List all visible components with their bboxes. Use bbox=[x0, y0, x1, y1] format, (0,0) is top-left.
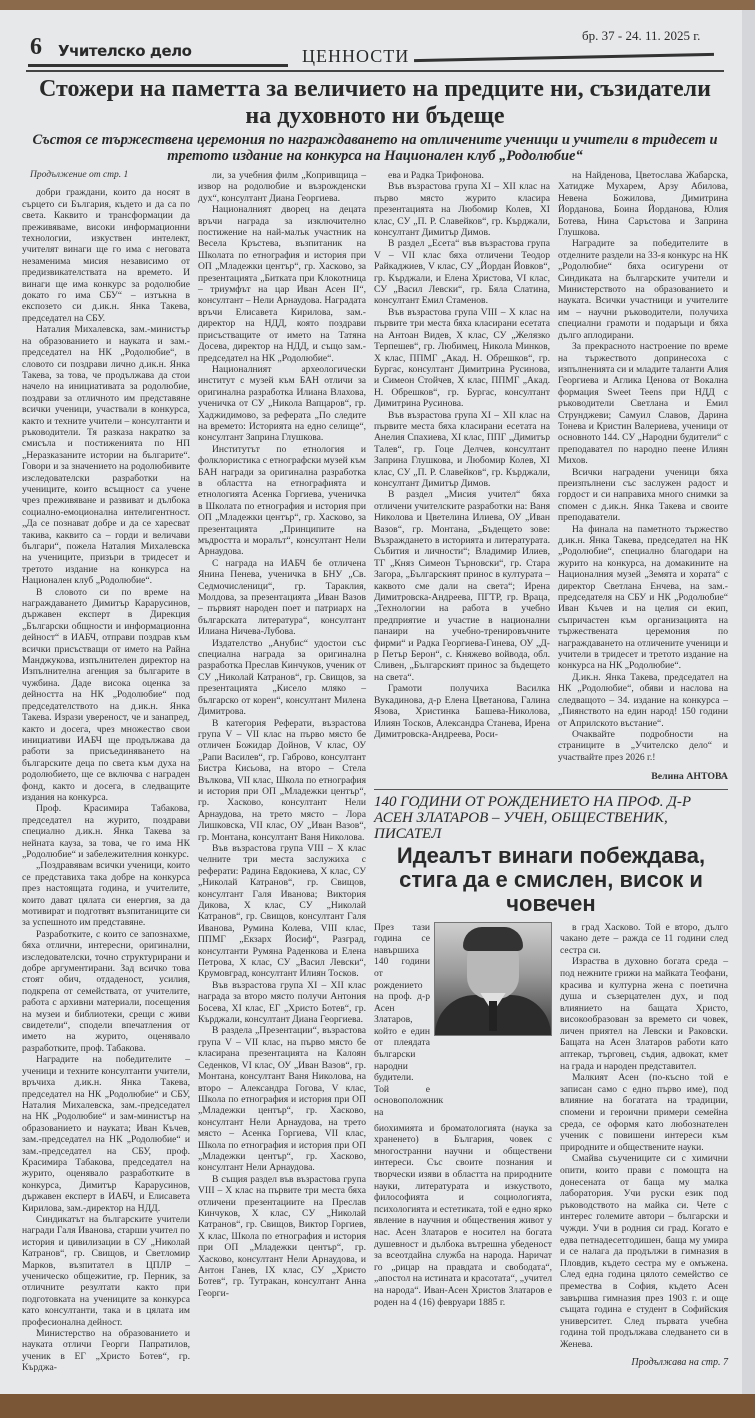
paragraph: на Найденова, Цветослава Жабарска, Хатидже Мухарем, Арзу Абилова, Невена Божилова, Димитрина Йорданова, Боина Йорданова, Юлия Ботева, Нина Саръстова и Заприна Глушкова. bbox=[558, 170, 728, 239]
article-column-1 bbox=[22, 170, 190, 1374]
article2-right-column bbox=[560, 922, 728, 1351]
paragraph: С награда на ИАБЧ бе отличена Янина Пенева, ученичка в БНУ „Св. Седмочисленици“, гр. Тараклия, Молдова, за презентацията „Иван Вазов – първият народен поет и патриарх на българската литература“, консултант Илиана Ничева-Лубова. bbox=[198, 557, 366, 638]
paragraph: Израства в духовно богата среда – под нежните грижи на майката Теофани, красива и културна жена с поетична душа и съзерцателен дух, и под влиянието на бащата Христо, високообразован за времето си човек, личен приятел на Левски и Раковски. Бащата на Асен Златаров работи като аптекар, търговец, съдия, адвокат, кмет на града и народен представител. bbox=[560, 956, 728, 1072]
paragraph: Издателство „Анубис“ удостои със специална награда за оригинална разработка Преслав Кинчуков, ученик от СУ „Николай Катранов“, гр. Свищов, за презентацията „Кисело мляко – българско от корен“, консултант Милена Димитрова. bbox=[198, 637, 366, 718]
paragraph: Грамоти получиха Василка Вукадинова, д-р Елена Цветанова, Галина Язова, Христинка Башева-Николова, Илиян Тосков, Александра Станева, Ирена Димитровска-Андреева, Роси- bbox=[374, 683, 550, 740]
newspaper-page bbox=[0, 10, 755, 1394]
paragraph: В раздела „Презентации“, възрастова група V – VII клас, на първо място бе класирана презентацията на Калоян Седенков, VI клас, ОУ „Иван Вазов“, гр. Монтана, консултант Ваня Николова, на второ – Александра Гогова, V клас, Школа по етнография и история при ОП „Младежки център“, гр. Хасково, консултант Нели Арнаудова, на трето място – Асенка Горгиева, VII клас, Школа по етнография и история при ОП „Младежки център“, гр. Хасково, консултант Нели Арнаудова. bbox=[198, 1025, 366, 1174]
continued-to: Продължава на стр. 7 bbox=[631, 1356, 728, 1368]
paragraph: Националният дворец на децата връчи награда за изключително постижение на най-малък участник на Весела Кръстева, възпитаник на Школата по етнография и история при ОП „Младежки център“, гр. Хасково, за презентацията „Битката при Клокотница – триумфът на цар Иван Асен II“, консултант – Нели Арнаудова. Наградата връчи Елисавета Кирилова, зам.-директор на НДД, която поздрави присъстващите от името на Татяна Досева, директор на НДД, и също зам.-председател на НК „Родолюбие“. bbox=[198, 204, 366, 364]
header-divider bbox=[26, 70, 724, 72]
article-title: Стожери на паметта за величието на предците ни, съзидатели на духовното ни бъдеще bbox=[39, 76, 711, 129]
article2-kicker: 140 ГОДИНИ ОТ РОЖДЕНИЕТО НА ПРОФ. Д-Р АСЕН ЗЛАТАРОВ – УЧЕН, ОБЩЕСТВЕНИК, ПИСАТЕЛ bbox=[374, 793, 692, 842]
paragraph: Наградите на победителите – ученици и техните консултанти учители, връчиха д.ик.н. Янка Такева, председател на НК „Родолюбие“ и СБУ, Наталия Михалевска, зам.-председател на НК „Родолюбие“ и зам-министър на образованието и науката; Иван Къчев, зам.-председател на НК „Родолюбие“ и зам.-председател на СБУ, проф. Красимира Табакова, председател на журито, оценявало разработките в конкурса, Димитър Карарусинов, държавен експерт в ИАБЧ, и Елисавета Кирилова, зам.-директор на НДД. bbox=[22, 1054, 190, 1214]
article-column-4 bbox=[558, 170, 728, 783]
article2-left bbox=[374, 922, 552, 1309]
paragraph: Наталия Михалевска, зам.-министър на образованието и науката и зам.-председател на НК „Родолюбие“, в словото си поздрави лично д.ик.н. Янка Такева, за това, че продължава да стои начело на инициативата за родолюбие, поздрави за отличното им представяне всички ученици, участвали в конкурса, както и техните учители – консултанти и ръководители. Тя разказа накратко за смисъла и постиженията по НП „Неразказаните истории на българите“. Говори и за значението на родолюбивите изследователски разработки на учениците, които всъщност са учене чрез преживяване и развиват и дълбока социално-емоционална интелигентност. „Да се познават добре и да се харесват такива, каквито са – горди и величави българи“, пожела Наталия Михалевска на учениците, призъри в тридесет и третото издание на конкурса на Национален клуб „Родолюбие“. bbox=[22, 324, 190, 587]
paragraph: Синдикатът на българските учители награди Галя Иванова, старши учител по история и цивилизации в СУ „Николай Катранов“, гр. Свищов, и Светломир Марков, възпитател в ЦПЛР – ученическо общежитие, гр. Перник, за отличните резултати както при подготовката на учениците за конкурса като консултанти, така и в цялата им професионална дейност. bbox=[22, 1213, 190, 1328]
paragraph: Националният археологически институт с музей към БАН отличи за оригинална разработка Илиана Влахова, ученичка от СУ „Никола Вапцаров“, гр. Хаджидимово, за реферата „По следите на времето: Историята на едно селище“, консултант Заприна Глушкова. bbox=[198, 363, 366, 444]
paragraph: Разработките, с които се запознахме, бяха отлични, интересни, оригинални, изследователски, точно структурирани и добре аргументирани. Зад всичко това стоят обич, отдаденост, усилия, подкрепа от семействата, от учителите, работа с архивни материали, посещения на музеи и библиотеки, срещи с живи свидетели“, сподели впечатления от името на журито, оценявало разработките, проф. Табакова. bbox=[22, 928, 190, 1054]
paragraph: На финала на паметното тържество д.ик.н. Янка Такева, председател на НК „Родолюбие“, специално благодари на журито на конкурса, на домакините на Националния музей „Земята и хората“ с директор Светлана Енчева, на зам.-председателя на СБУ и НК „Родолюбие“ Иван Къчев и на целия си екип, съпричастен към организацията на тържествената церемония по награждаването на отличените ученици и учители в тридесет и третото издание на конкурса на НК „Родолюбие“. bbox=[558, 523, 728, 672]
paragraph: „Поздравявам всички ученици, които се представиха така добре на конкурса през настоящата година, и учителите, които дават цялата си енергия, за да мотивират и подготвят възпитаниците си за успешното им представяне. bbox=[22, 860, 190, 929]
paragraph: в град Хасково. Той е второ, дълго чакано дете – ражда се 11 години след сестра си. bbox=[560, 921, 728, 956]
author-signature: Велина АНТОВА bbox=[651, 771, 728, 783]
article-subtitle: Състоя се тържествена церемония по награждаването на отличените ученици и учители в тридесет и третото издание на конкурса на Национален клуб „Родолюбие“ bbox=[32, 132, 718, 164]
paragraph: Във възрастова група VIII – X клас челните три места заслужиха с реферати: Радина Евдокиева, X клас, СУ „Николай Катранов“, гр. Свищов, консултант Галя Иванова; Виктория Дикова, X клас, СУ „Николай Катранов“, гр. Свищов, консултант Галя Иванова, Румина Колева, VIII клас, ППМГ „Екзарх Йосиф“, Разград, консултанти Румяна Раденкова и Елена Петрова, X клас, СУ „Васил Левски“, Крумовград, консултант Илиян Тосков. bbox=[198, 842, 366, 980]
paragraph: Д.ик.н. Янка Такева, председател на НК „Родолюбие“, обяви и наслова на следващото – 34. издание на конкурса – „Пиянството на един народ! 150 години от Априлското въстание“. bbox=[558, 671, 728, 729]
paragraph: В раздел „Есета“ във възрастова група V – VII клас бяха отличени Теодор Райкаджиев, V клас, СУ „Йордан Йовков“, гр. Кърджали, и Елена Христова, VI клас, СУ „Васил Левски“, гр. Бяла Слатина, консултант Емил Стаменов. bbox=[374, 238, 550, 307]
right-area bbox=[374, 170, 728, 1368]
article-column-2 bbox=[198, 170, 366, 1374]
paragraph: Очаквайте подробности на страниците в „Учителско дело“ и участвайте през 2026 г.! bbox=[558, 728, 728, 763]
paragraph: В категория Реферати, възрастова група V – VII клас на първо място бе отличен Божидар Дойнов, V клас, ОУ „Рапи Василев“, гр. Габрово, консултант Бистра Кисьова, на второ – Стела Вълкова, VII клас, Школа по етнография и история при ОП „Младежки център“, гр. Хасково, консултант Нели Арнаудова, на трето място – Лора Лишковска, VII клас, ОУ „Иван Вазов“, гр. Монтана, консултант Ваня Николова. bbox=[198, 717, 366, 843]
paragraph: Проф. Красимира Табакова, председател на журито, поздрави специално д.ик.н. Янка Такева за нейната кауза, за това, че го има НК „Родолюбие“ и забележителния конкурс. bbox=[22, 803, 190, 860]
left-columns bbox=[22, 170, 366, 1374]
page-number: 6 bbox=[30, 34, 42, 60]
header-rule-right bbox=[414, 53, 714, 62]
section-title: ЦЕННОСТИ bbox=[302, 46, 410, 66]
paragraph: Във възрастова група XI – XII клас на първо място журито класира презентацията на Любомир Колев, XI клас, СУ „П. Р. Славейков“, гр. Кърджали, консултант Димитър Димов. bbox=[374, 181, 550, 239]
paragraph: ли, за учебния филм „Копривщица – извор на родолюбие и възрожденски дух“, консултант Диана Георгиева. bbox=[198, 170, 366, 204]
paragraph: За прекрасното настроение по време на тържеството допринесоха с изпълненията си и младите таланти Алия Георгиева и Аглика Ценова от Вокална формация Sweet Teens при НДД с ръководители Светлана и Емил Струнджеви; Самуил Славов, Дарина Тонева и Кристин Валериева, ученици от основното 144. СУ „Народни будители“ с преподавател по народно пеене Илиян Михов. bbox=[558, 341, 728, 467]
paragraph: Смайва съучениците си с химични опити, които прави с помощта на донесената от баща му малка лаборатория. Учи руски език под ръководството на майка си. Чете с интерес големите автори – български и чужди. Учи в родния си град. Когато е едва петнадесетгодишен, баща му умира и се налага да продължи в гимназия в Пловдив, където сестра му е омъжена. След една година цялото семейство се премества в София, където Асен завършва гимназия през 1903 г. и още същата година е студент в Софийския университет. След първата учебна година той продължава следването си в Женева. bbox=[560, 1153, 728, 1350]
page-header bbox=[22, 28, 728, 68]
article2-body-below-photo: биохимията и броматологията (наука за храненето) в България, човек с многостранни научни и обществени интереси. Със своите познания и творчески изяви в областта на природните науки, литературата и изкуството, философията и социологията, психологията и естетиката, той е едно ярко явление в научния и обществения живот у нас. Асен Златаров е носител на богата душевност и дълбока вътрешна убеденост за всеотдайна служба на народа. Наричат го „рицар на правдата и свободата“, „апостол на истината и красотата“, „учител на народа“. Иван-Асен Христов Златаров е роден на 4 (16) февруари 1885 г. bbox=[374, 1122, 552, 1308]
paragraph: В раздел „Мисия учител“ бяха отличени учителските разработки на: Ваня Николова и Цветелина Илиева, ОУ „Иван Вазов“, гр. Монтана, „Бъдещето зове: Възраждането в историята и литературата. Събития и личности“; Владимир Илиев, ТГ „Княз Симеон Търновски“, гр. Стара Загора, „Българският принос в културата – каквото сме дали на света“; Ирена Димитровска-Андреева, ПГТР, гр. Враца, „Технологии на работа в учебно предприятие и участие в национални панаири на учебно-тренировъчните фирми“ и Радка Георгиева-Гинева, ОУ „Д-р Петър Берон“, с. Княжево войвода, обл. Сливен, „Българският принос за бъдещето на света“. bbox=[374, 489, 550, 683]
page-body bbox=[22, 170, 728, 1374]
paragraph: Наградите за победителите в отделните раздели на 33-я конкурс на НК „Родолюбие“ бяха осигурени от Синдиката на българските учители и Министерството на образованието и науката. Всички участници и учителите им – научни ръководители, получиха специални грамоти и подаръци и бяха дълго аплодирани. bbox=[558, 238, 728, 341]
paragraph: добри граждани, които да носят в сърцето си България, където и да са по света. Каквито и трансформации да преживяваме, високи информационни технологии, изкуствен интелект, учителят винаги ще го има с неговата незаменима мисия независимо от предизвикателствата на времето. И винаги ще има конкурс за родолюбие докато го има СБУ“ – изтъкна в експозето си д.ик.н. Янка Такева, председател на СБУ. bbox=[22, 187, 190, 324]
article2-body bbox=[374, 922, 728, 1351]
paragraph: Всички наградени ученици бяха преизпълнени със заслужен радост и гордост и си направиха много снимки за спомен с д.ик.н. Янка Такева и своите преподаватели. bbox=[558, 466, 728, 524]
newspaper-logo: Учителско дело bbox=[58, 42, 192, 60]
paragraph: Във възрастова група VIII – X клас на първите три места бяха класирани есетата на Антоан Видев, X клас, СУ „Желязко Терпешев“, гр. Любимец, Никола Минков, X клас, ППМГ „Акад. Н. Обрешков“, гр. Бургас, консултант Димитрина Русинова, и Симеон Стойчев, X клас, ППМГ „Акад. Н. Обрешков“, гр. Бургас, консултант Димитрина Русинова. bbox=[374, 306, 550, 410]
paragraph: Институтът по етнология и фолклористика с етнографски музей към БАН награди за оригинална разработка в областта на етнографията и етнологията Асенка Горгиева, ученичка в Школата по етнография и история при ОП „Младежки център“, гр. Хасково, за презентацията „Принципите на мъдростта и моралът“, консултант Нели Арнаудова. bbox=[198, 443, 366, 558]
continued-from: Продължение от стр. 1 bbox=[30, 170, 129, 180]
paragraph: Министерство на образованието и науката отличи Георги Папратилов, ученик в ЕГ „Христо Ботев“, гр. Кърджа- bbox=[22, 1328, 190, 1374]
article2-title: Идеалът винаги побеждава, стига да е смислен, висок и човечен bbox=[396, 842, 706, 916]
article-column-3 bbox=[374, 170, 550, 783]
paragraph: Малкият Асен (по-късно той е записан само с едно първо име), под влияние на богатата на традиции, спомени и героични примери семейна среда, се оформя като любознателен ученик с повишени интереси към природните и обществените науки. bbox=[560, 1072, 728, 1153]
paragraph: Във възрастова група XI – XII клас награда за второ място получи Антония Босева, XI клас, ЕГ „Христо Ботев“, гр. Кърджали, консултант Диана Георгиева. bbox=[198, 979, 366, 1026]
paragraph: В словото си по време на награждаването Димитър Карарусинов, държавен експерт в Дирекция „Български общности и информационна дейност“ в ИАБЧ, отправи поздрав към всички присъстващи от името на Райна Манджукова, изпълнителен директор на Изпълнителна агенция за българите в чужбина. Даде висока оценка за дейността на НК „Родолюбие“ под председателството на д.ик.н. Янка Такева. Изрази увереност, че и занапред, както и досега, чрез множество свои инициативи ИАБЧ ще продължава да работи за присъединяването на българските деца по света към духа на родолюбието, ще се включва с награден фонд, както и досега, в следващите издания на конкурса. bbox=[22, 586, 190, 803]
issue-date: бр. 37 - 24. 11. 2025 г. bbox=[582, 28, 701, 43]
table-surface bbox=[0, 1394, 755, 1418]
article-divider bbox=[374, 789, 728, 790]
paragraph: В същия раздел във възрастова група VIII – X клас на първите три места бяха отличени презентациите на Преслав Кинчуков, X клас, СУ „Николай Катранов“, гр. Свищов, Виктор Горгиев, X клас, Школа по етнография и история при ОП „Младежки център“, гр. Хасково, консултант Нели Арнаудова, и Антон Ганев, IX клас, СУ „Христо Ботев“, гр. Тутракан, консултант Анна Георги- bbox=[198, 1173, 366, 1299]
top-right-columns bbox=[374, 170, 728, 783]
paragraph: ева и Радка Трифонова. bbox=[388, 170, 484, 181]
article2-top bbox=[374, 922, 552, 1119]
paragraph: Във възрастова група XI – XII клас на първите места бяха класирани есетата на Анелия Спахиева, XI клас, ППГ „Димитър Талев“, гр. Гоце Делчев, консултант Заприна Глушкова, и Любомир Колев, XI клас, СУ „П. Р. Славейков“, гр. Кърджали, консултант Димитър Димов. bbox=[374, 409, 550, 489]
portrait-photo bbox=[434, 922, 552, 1036]
article2-narrow-column: През тази година се навършиха 140 години от рождението на проф. д-р Асен Златаров, който е един от плеядата български народни будители. Той е основоположник на bbox=[374, 921, 444, 1119]
header-rule-left bbox=[28, 64, 288, 67]
